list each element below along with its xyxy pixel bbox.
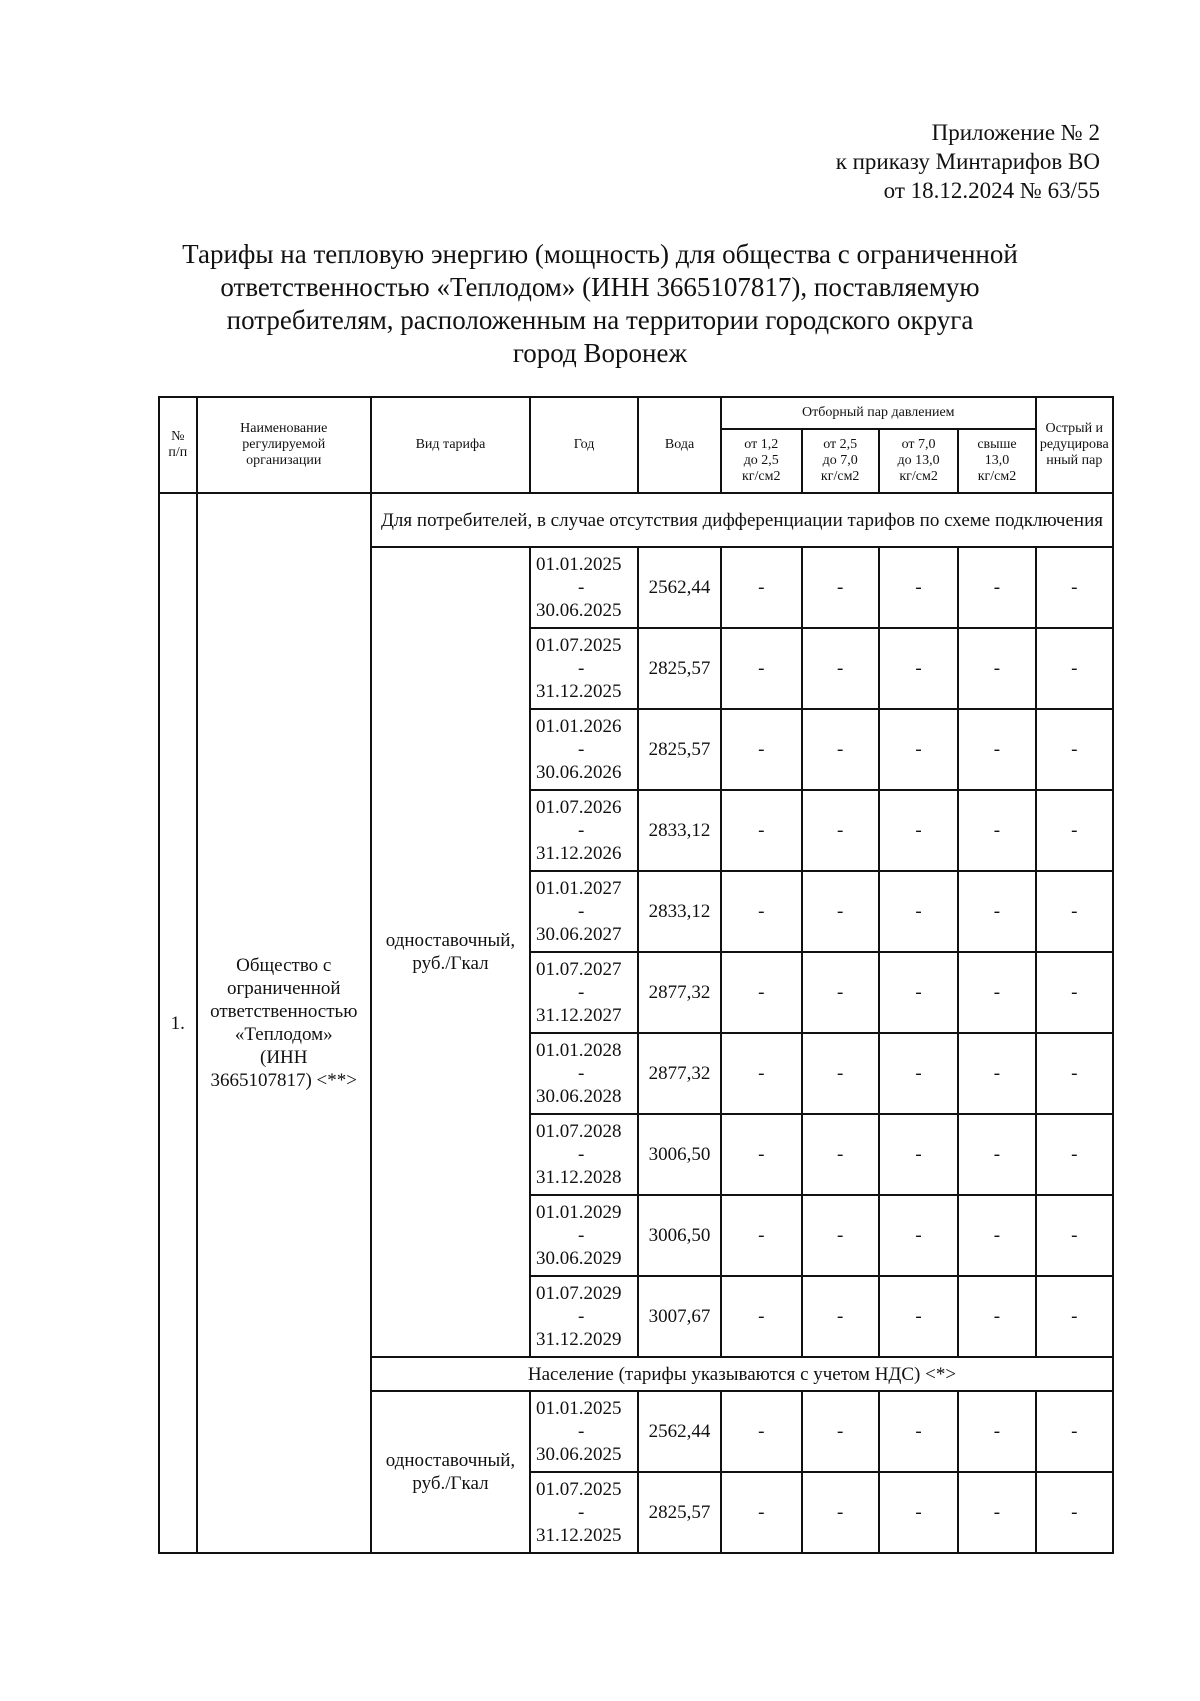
annex-block bbox=[836, 118, 1100, 205]
steam-tariff-s4: - bbox=[958, 709, 1035, 790]
steam-tariff-s3: - bbox=[879, 1114, 958, 1195]
steam-tariff-s2: - bbox=[802, 1195, 879, 1276]
period-sep: - bbox=[577, 1502, 585, 1523]
steam-tariff-s3: - bbox=[879, 1276, 958, 1357]
header-steam-4: свыше 13,0 кг/см2 bbox=[958, 429, 1035, 493]
steam-tariff-s4: - bbox=[958, 1391, 1035, 1472]
steam-tariff-s2: - bbox=[802, 709, 879, 790]
water-tariff: 2877,32 bbox=[638, 1033, 721, 1114]
period-cell bbox=[530, 952, 638, 1033]
period-cell bbox=[530, 871, 638, 952]
title-line: город Воронеж bbox=[512, 338, 688, 368]
steam-tariff-s3: - bbox=[879, 1472, 958, 1553]
period-sep: - bbox=[577, 577, 585, 598]
header-steam-3: от 7,0 до 13,0 кг/см2 bbox=[879, 429, 958, 493]
period-cell bbox=[530, 1033, 638, 1114]
steam-tariff-s1: - bbox=[721, 1195, 802, 1276]
header-year: Год bbox=[530, 397, 638, 493]
title-line: Тарифы на тепловую энергию (мощность) для общества с ограниченной bbox=[182, 239, 1018, 269]
period-sep: - bbox=[577, 1144, 585, 1165]
steam-tariff-s5: - bbox=[1036, 1033, 1113, 1114]
steam-tariff-s2: - bbox=[802, 1472, 879, 1553]
steam-tariff-s5: - bbox=[1036, 1195, 1113, 1276]
period-from: 01.07.2027 bbox=[535, 959, 622, 980]
period-sep: - bbox=[577, 1306, 585, 1327]
steam-tariff-s2: - bbox=[802, 547, 879, 628]
period-from: 01.07.2025 bbox=[535, 635, 622, 656]
water-tariff: 3006,50 bbox=[638, 1114, 721, 1195]
header-water: Вода bbox=[638, 397, 721, 493]
header-tariff-type: Вид тарифа bbox=[371, 397, 530, 493]
tariff-table bbox=[158, 396, 1114, 1554]
period-to: 31.12.2027 bbox=[535, 1005, 622, 1026]
steam-tariff-s3: - bbox=[879, 1033, 958, 1114]
period-sep: - bbox=[577, 1063, 585, 1084]
period-cell bbox=[530, 1276, 638, 1357]
steam-tariff-s3: - bbox=[879, 1391, 958, 1472]
header-steam-1: от 1,2 до 2,5 кг/см2 bbox=[721, 429, 802, 493]
steam-tariff-s3: - bbox=[879, 1195, 958, 1276]
steam-tariff-s3: - bbox=[879, 709, 958, 790]
period-to: 31.12.2026 bbox=[535, 843, 622, 864]
water-tariff: 3007,67 bbox=[638, 1276, 721, 1357]
period-from: 01.01.2029 bbox=[535, 1202, 622, 1223]
period-from: 01.07.2026 bbox=[535, 797, 622, 818]
steam-tariff-s2: - bbox=[802, 1114, 879, 1195]
org-name: Общество с ограниченной ответственностью «Теплодом» (ИНН 3665107817) <**> bbox=[197, 493, 371, 1553]
period-to: 30.06.2025 bbox=[535, 600, 622, 621]
section-title: Население (тарифы указываются с учетом НДС) <*> bbox=[371, 1357, 1113, 1391]
steam-tariff-s2: - bbox=[802, 1033, 879, 1114]
steam-tariff-s1: - bbox=[721, 628, 802, 709]
steam-tariff-s5: - bbox=[1036, 1114, 1113, 1195]
period-to: 30.06.2029 bbox=[535, 1248, 622, 1269]
steam-tariff-s5: - bbox=[1036, 709, 1113, 790]
steam-tariff-s4: - bbox=[958, 628, 1035, 709]
steam-tariff-s3: - bbox=[879, 790, 958, 871]
steam-tariff-s1: - bbox=[721, 1472, 802, 1553]
steam-tariff-s5: - bbox=[1036, 952, 1113, 1033]
steam-tariff-s3: - bbox=[879, 547, 958, 628]
period-cell bbox=[530, 1195, 638, 1276]
period-cell bbox=[530, 547, 638, 628]
document-title bbox=[120, 238, 1080, 370]
tariff-type: одноставочный, руб./Гкал bbox=[371, 1391, 530, 1553]
period-from: 01.07.2029 bbox=[535, 1283, 622, 1304]
annex-line: к приказу Минтарифов ВО bbox=[835, 149, 1100, 174]
header-num: № п/п bbox=[159, 397, 197, 493]
water-tariff: 2833,12 bbox=[638, 790, 721, 871]
period-to: 31.12.2028 bbox=[535, 1167, 622, 1188]
steam-tariff-s2: - bbox=[802, 952, 879, 1033]
period-sep: - bbox=[577, 1421, 585, 1442]
steam-tariff-s5: - bbox=[1036, 790, 1113, 871]
period-to: 31.12.2025 bbox=[535, 681, 622, 702]
water-tariff: 2825,57 bbox=[638, 628, 721, 709]
steam-tariff-s4: - bbox=[958, 952, 1035, 1033]
period-sep: - bbox=[577, 901, 585, 922]
steam-tariff-s4: - bbox=[958, 1195, 1035, 1276]
steam-tariff-s4: - bbox=[958, 1472, 1035, 1553]
period-sep: - bbox=[577, 1225, 585, 1246]
section-title: Для потребителей, в случае отсутствия дифференциации тарифов по схеме подключения bbox=[371, 493, 1113, 547]
header-sharp-steam: Острый и редуцирова нный пар bbox=[1036, 397, 1113, 493]
steam-tariff-s3: - bbox=[879, 628, 958, 709]
steam-tariff-s5: - bbox=[1036, 1276, 1113, 1357]
steam-tariff-s1: - bbox=[721, 1276, 802, 1357]
period-cell bbox=[530, 1114, 638, 1195]
steam-tariff-s5: - bbox=[1036, 1391, 1113, 1472]
steam-tariff-s4: - bbox=[958, 871, 1035, 952]
period-from: 01.01.2025 bbox=[535, 1398, 622, 1419]
water-tariff: 2562,44 bbox=[638, 547, 721, 628]
period-from: 01.01.2028 bbox=[535, 1040, 622, 1061]
header-steam-group: Отборный пар давлением bbox=[721, 397, 1036, 429]
period-from: 01.07.2025 bbox=[535, 1479, 622, 1500]
period-cell bbox=[530, 1472, 638, 1553]
steam-tariff-s1: - bbox=[721, 1114, 802, 1195]
steam-tariff-s1: - bbox=[721, 547, 802, 628]
steam-tariff-s2: - bbox=[802, 871, 879, 952]
period-sep: - bbox=[577, 820, 585, 841]
period-sep: - bbox=[577, 658, 585, 679]
steam-tariff-s2: - bbox=[802, 790, 879, 871]
title-line: ответственностью «Теплодом» (ИНН 3665107817), поставляемую bbox=[220, 272, 980, 302]
period-to: 31.12.2025 bbox=[535, 1525, 622, 1546]
period-to: 30.06.2026 bbox=[535, 762, 622, 783]
tariff-type: одноставочный, руб./Гкал bbox=[371, 547, 530, 1357]
period-sep: - bbox=[577, 739, 585, 760]
steam-tariff-s5: - bbox=[1036, 1472, 1113, 1553]
period-cell bbox=[530, 790, 638, 871]
period-to: 30.06.2028 bbox=[535, 1086, 622, 1107]
period-cell bbox=[530, 628, 638, 709]
steam-tariff-s1: - bbox=[721, 790, 802, 871]
section-row bbox=[159, 493, 1113, 547]
period-from: 01.01.2027 bbox=[535, 878, 622, 899]
water-tariff: 2825,57 bbox=[638, 709, 721, 790]
period-to: 30.06.2025 bbox=[535, 1444, 622, 1465]
steam-tariff-s4: - bbox=[958, 790, 1035, 871]
steam-tariff-s3: - bbox=[879, 952, 958, 1033]
steam-tariff-s2: - bbox=[802, 628, 879, 709]
steam-tariff-s5: - bbox=[1036, 547, 1113, 628]
water-tariff: 2562,44 bbox=[638, 1391, 721, 1472]
water-tariff: 3006,50 bbox=[638, 1195, 721, 1276]
annex-line: Приложение № 2 bbox=[931, 120, 1100, 145]
steam-tariff-s4: - bbox=[958, 1033, 1035, 1114]
steam-tariff-s5: - bbox=[1036, 871, 1113, 952]
row-number: 1. bbox=[159, 493, 197, 1553]
steam-tariff-s3: - bbox=[879, 871, 958, 952]
water-tariff: 2833,12 bbox=[638, 871, 721, 952]
period-from: 01.01.2025 bbox=[535, 554, 622, 575]
period-from: 01.01.2026 bbox=[535, 716, 622, 737]
steam-tariff-s4: - bbox=[958, 1114, 1035, 1195]
period-cell bbox=[530, 709, 638, 790]
water-tariff: 2825,57 bbox=[638, 1472, 721, 1553]
steam-tariff-s4: - bbox=[958, 1276, 1035, 1357]
steam-tariff-s1: - bbox=[721, 709, 802, 790]
steam-tariff-s2: - bbox=[802, 1391, 879, 1472]
period-cell bbox=[530, 1391, 638, 1472]
table-body bbox=[159, 493, 1113, 1553]
steam-tariff-s4: - bbox=[958, 547, 1035, 628]
steam-tariff-s1: - bbox=[721, 1391, 802, 1472]
period-to: 31.12.2029 bbox=[535, 1329, 622, 1350]
header-steam-2: от 2,5 до 7,0 кг/см2 bbox=[802, 429, 879, 493]
water-tariff: 2877,32 bbox=[638, 952, 721, 1033]
steam-tariff-s1: - bbox=[721, 871, 802, 952]
table-header bbox=[159, 397, 1113, 493]
period-sep: - bbox=[577, 982, 585, 1003]
annex-line: от 18.12.2024 № 63/55 bbox=[883, 178, 1100, 203]
steam-tariff-s1: - bbox=[721, 952, 802, 1033]
header-org: Наименование регулируемой организации bbox=[197, 397, 371, 493]
steam-tariff-s2: - bbox=[802, 1276, 879, 1357]
steam-tariff-s1: - bbox=[721, 1033, 802, 1114]
title-line: потребителям, расположенным на территории городского округа bbox=[226, 305, 974, 335]
period-from: 01.07.2028 bbox=[535, 1121, 622, 1142]
steam-tariff-s5: - bbox=[1036, 628, 1113, 709]
period-to: 30.06.2027 bbox=[535, 924, 622, 945]
